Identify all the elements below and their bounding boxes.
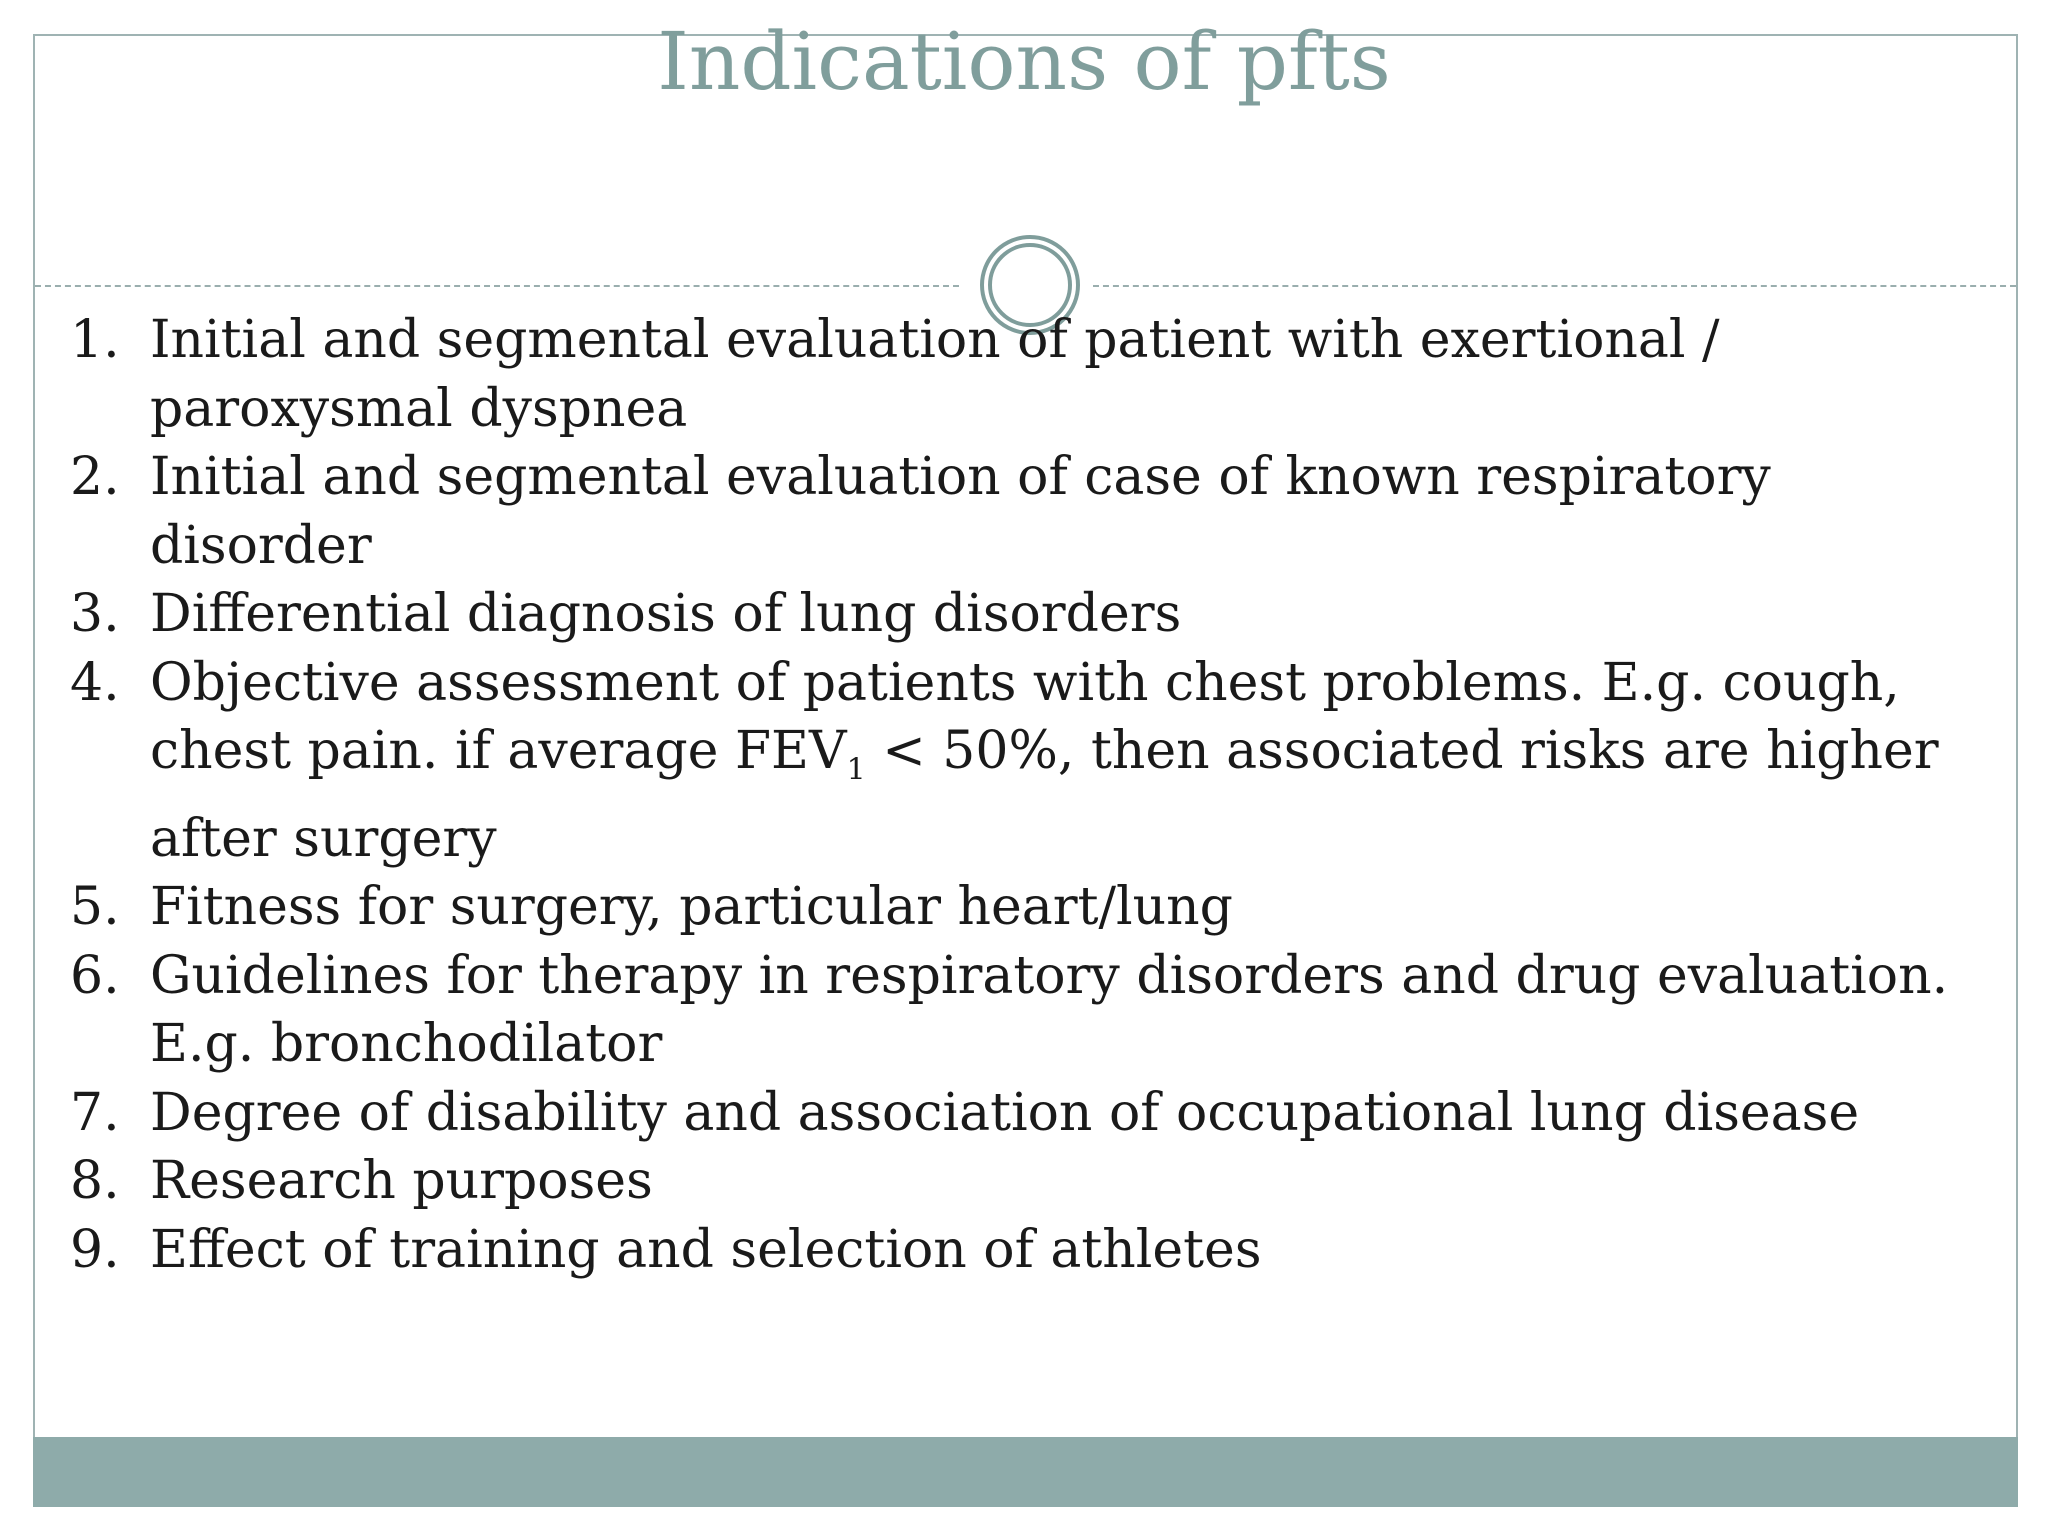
list-item-number: 8.	[70, 1151, 120, 1212]
list-item-number: 4.	[70, 652, 120, 713]
list-item-text: Degree of disability and association of occupational lung disease	[150, 1082, 1860, 1143]
list-item-text-after: < 50%, then associated risks are higher after surgery	[150, 721, 1939, 869]
list-item-text	[150, 649, 1960, 874]
list-item	[70, 580, 1960, 649]
list-item-text: Research purposes	[150, 1151, 653, 1212]
list-item-number: 5.	[70, 877, 120, 938]
list-item	[70, 1079, 1960, 1148]
list-item	[70, 1147, 1960, 1216]
list-item-number: 6.	[70, 945, 120, 1006]
list-item-text: Effect of training and selection of athletes	[150, 1219, 1262, 1280]
list-item	[70, 942, 1960, 1079]
list-item-text: Guidelines for therapy in respiratory disorders and drug evaluation. E.g. bronchodilator	[150, 945, 1949, 1075]
indications-list	[70, 306, 1960, 1284]
slide-title: Indications of pfts	[657, 15, 1391, 108]
fev-subscript: 1	[846, 752, 866, 788]
title-divider-left	[35, 285, 959, 287]
list-item-number: 9.	[70, 1219, 120, 1280]
list-item	[70, 443, 1960, 580]
list-item	[70, 1216, 1960, 1285]
list-item	[70, 649, 1960, 874]
list-item-number: 2.	[70, 447, 120, 507]
list-item	[70, 306, 1960, 443]
list-item-number: 7.	[70, 1082, 120, 1143]
title-divider-right	[1093, 285, 2016, 287]
list-item-text-before: Objective assessment of patients with chest problems. E.g. cough, chest pain. if average FEV	[150, 652, 1900, 781]
list-item-text: Fitness for surgery, particular heart/lung	[150, 877, 1233, 938]
list-item-text: Initial and segmental evaluation of case of known respiratory disorder	[150, 447, 1771, 576]
list-item-text: Differential diagnosis of lung disorders	[150, 584, 1182, 644]
footer-band	[33, 1437, 2018, 1507]
list-item-text: Initial and segmental evaluation of patient with exertional / paroxysmal dyspnea	[150, 310, 1720, 439]
list-item	[70, 873, 1960, 942]
list-item-number: 3.	[70, 584, 120, 644]
list-item-number: 1.	[70, 310, 120, 370]
